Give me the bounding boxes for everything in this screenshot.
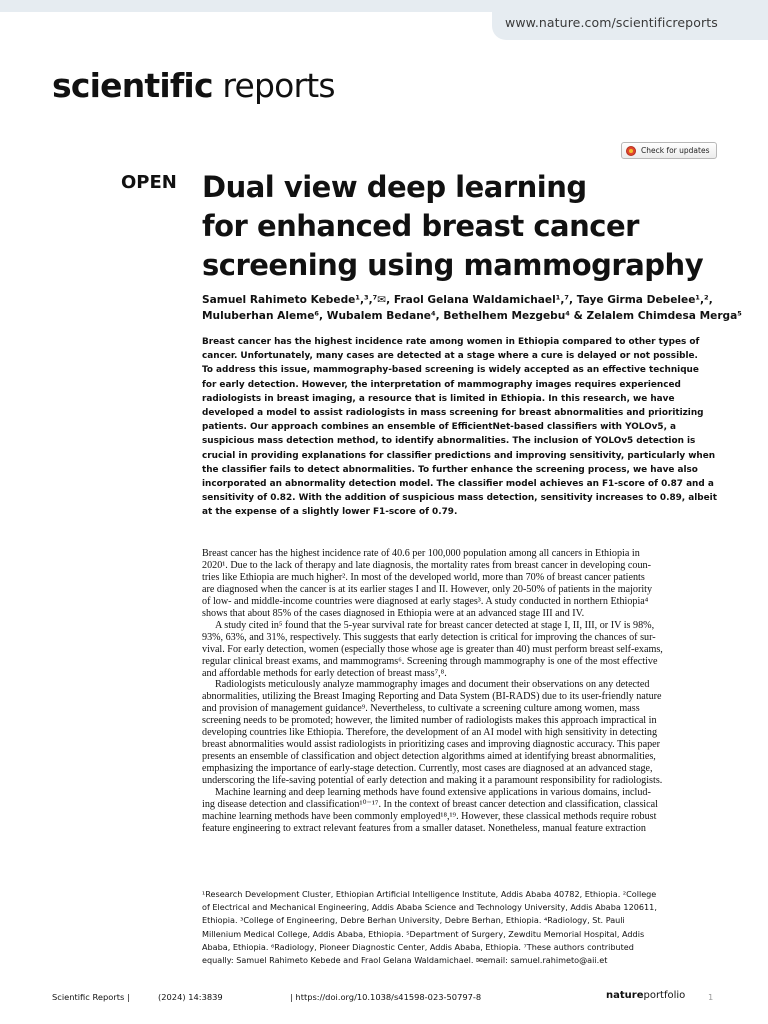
footer-volume: (2024) 14:3839 [158,992,223,1002]
abstract [202,335,722,520]
title-line: screening using mammography [202,248,704,282]
body-line: developing countries like Ethiopia. Therefore, the development of an AI model with high sensitivity in detecting [202,727,658,739]
body-line: 2020¹. Due to the lack of therapy and late diagnosis, the mortality rates from breast cancer in developing coun- [202,559,651,571]
footnote-line: Millenium Medical College, Addis Ababa, Ethiopia. ⁵Department of Surgery, Zewditu Memorial Hospital, Addis [202,928,645,939]
footnote-line: ¹Research Development Cluster, Ethiopian Artificial Intelligence Institute, Addis Ababa 40782, Ethiopia. ²College [202,889,657,899]
body-line: breast abnormalities would assist radiologists in prioritizing cases and improving diagnostic accuracy. This paper [202,739,661,751]
logo-light-text: reports [212,66,335,105]
check-for-updates-button[interactable] [621,142,717,159]
open-access-label: OPEN [121,172,177,193]
publisher-logo-light: portfolio [643,990,686,1001]
body-line: presents an ensemble of classification and object detection algorithms aimed at identifying breast abnormalities, [202,751,656,763]
logo-bold-text: scientific [52,66,213,105]
footer-doi-link[interactable]: | https://doi.org/10.1038/s41598-023-50797-8 [290,992,482,1002]
body-line: are diagnosed when the cancer is at its earlier stages I and II. However, only 20-50% of patients in the majority [202,583,653,595]
footnote-line: Ababa, Ethiopia. ⁶Radiology, Pioneer Diagnostic Center, Addis Ababa, Ethiopia. ⁷These authors contributed [202,941,634,952]
abstract-line: suspicious mass detection method, to identify abnormalities. The inclusion of YOLOv5 detection is [202,436,696,447]
abstract-line: incorporated an abnormality detection model. The classifier model achieves an F1-score of 0.87 and a [202,479,714,490]
body-line: emphasizing the importance of early-stage detection. Currently, most cases are diagnosed at an advanced stage, [202,763,653,775]
page-footer [0,988,768,1008]
body-line: A study cited in⁵ found that the 5-year survival rate for breast cancer detected at stage I, II, III, or IV is 98%, [215,619,655,631]
title-line: for enhanced breast cancer [202,209,639,243]
abstract-line: patients. Our approach combines an ensemble of EfficientNet-based classifiers with YOLOv5, a [202,422,677,433]
abstract-line: To address this issue, mammography-based screening is widely accepted as an effective technique [202,365,699,376]
body-line: regular clinical breast exams, and mammograms⁶. Screening through mammography is one of the most effective [202,655,658,667]
abstract-line: the classifier fails to detect abnormalities. To further enhance the screening process, we have also [202,464,698,475]
body-line: underscoring the life-saving potential of early detection and making it a paramount responsibility for radiologists. [202,775,663,787]
body-line: Radiologists meticulously analyze mammography images and document their observations on any detected [215,679,650,691]
journal-logo [52,66,335,105]
body-line: and affordable methods for early detection of breast mass⁷,⁸. [202,667,447,679]
body-line: Machine learning and deep learning methods have found extensive applications in various domains, includ- [215,787,651,799]
article-title [202,168,722,285]
body-line: screening needs to be promoted; however, the limited number of radiologists makes this approach impractical in [202,715,657,727]
footnote-line: of Electrical and Mechanical Engineering, Addis Ababa Science and Technology University, Addis Ababa 120611, [202,902,657,913]
abstract-line: crucial in providing explanations for classifier predictions and improving sensitivity, particularly when [202,450,716,461]
body-line: vival. For early detection, women (especially those whose age is greater than 40) must perform breast self-exams, [202,643,663,655]
body-line: ing disease detection and classification¹⁰⁻¹⁷. In the context of breast cancer detection and classification, classical [202,799,658,811]
author-list [202,292,742,324]
publisher-logo [606,990,685,1001]
abstract-line: radiologists in breast imaging, a resource that is limited in Ethiopia. In this research, we have [202,393,675,404]
body-line: tries like Ethiopia are much higher². In most of the developed world, more than 70% of breast cancer patients [202,571,645,583]
body-text [202,548,716,835]
abstract-line: cancer. Unfortunately, many cases are detected at a stage where a cure is delayed or not possible. [202,351,698,362]
body-line: feature engineering to extract relevant features from a smaller dataset. Nonetheless, manual feature extraction [202,822,646,834]
publisher-logo-bold: nature [606,990,644,1001]
journal-url-link[interactable]: www.nature.com/scientificreports [505,15,718,30]
footer-journal: Scientific Reports | [52,992,130,1002]
body-line: shows that about 85% of the cases diagnosed in Ethiopia were at an advanced stage III and IV. [202,607,585,619]
body-line: 93%, 63%, and 31%, respectively. This suggests that early detection is critical for improving the chances of sur- [202,631,656,643]
abstract-line: developed a model to assist radiologists in mass screening for breast abnormalities and prioritizing [202,408,704,419]
author-line: Samuel Rahimeto Kebede¹,³,⁷✉, Fraol Gelana Waldamichael¹,⁷, Taye Girma Debelee¹,², [202,294,713,306]
author-line: Muluberhan Aleme⁶, Wubalem Bedane⁴, Bethelhem Mezgebu⁴ & Zelalem Chimdesa Merga⁵ [202,310,742,322]
affiliation-footnotes [202,888,716,967]
crossmark-icon [626,146,636,156]
page-number: 1 [708,992,714,1002]
body-line: and provision of management guidance⁹. Nevertheless, to cultivate a screening culture among women, mass [202,703,640,715]
body-line: of low- and middle-income countries were diagnosed at early stages³. A study conducted in northern Ethiopia⁴ [202,595,649,607]
abstract-line: for early detection. However, the interpretation of mammography images requires experienced [202,379,681,390]
abstract-line: at the expense of a slightly lower F1-score of 0.79. [202,507,458,518]
body-line: abnormalities, utilizing the Breast Imaging Reporting and Data System (BI-RADS) due to its user-friendly nature [202,691,662,703]
footnote-line: Ethiopia. ³College of Engineering, Debre Berhan University, Debre Berhan, Ethiopia. ⁴Radiology, St. Pauli [202,915,625,926]
body-line: machine learning methods have been commonly employed¹⁸,¹⁹. However, these classical methods require robust [202,810,657,822]
body-line: Breast cancer has the highest incidence rate of 40.6 per 100,000 population among all cancers in Ethiopia in [202,548,640,559]
check-for-updates-label: Check for updates [641,146,710,155]
title-line: Dual view deep learning [202,170,587,204]
footnote-line: equally: Samuel Rahimeto Kebede and Fraol Gelana Waldamichael. ✉email: samuel.rahimeto@aii.et [202,955,608,966]
abstract-line: sensitivity of 0.82. With the addition of suspicious mass detection, sensitivity increases to 0.89, albeit [202,493,717,504]
abstract-line: Breast cancer has the highest incidence rate among women in Ethiopia compared to other types of [202,337,700,347]
